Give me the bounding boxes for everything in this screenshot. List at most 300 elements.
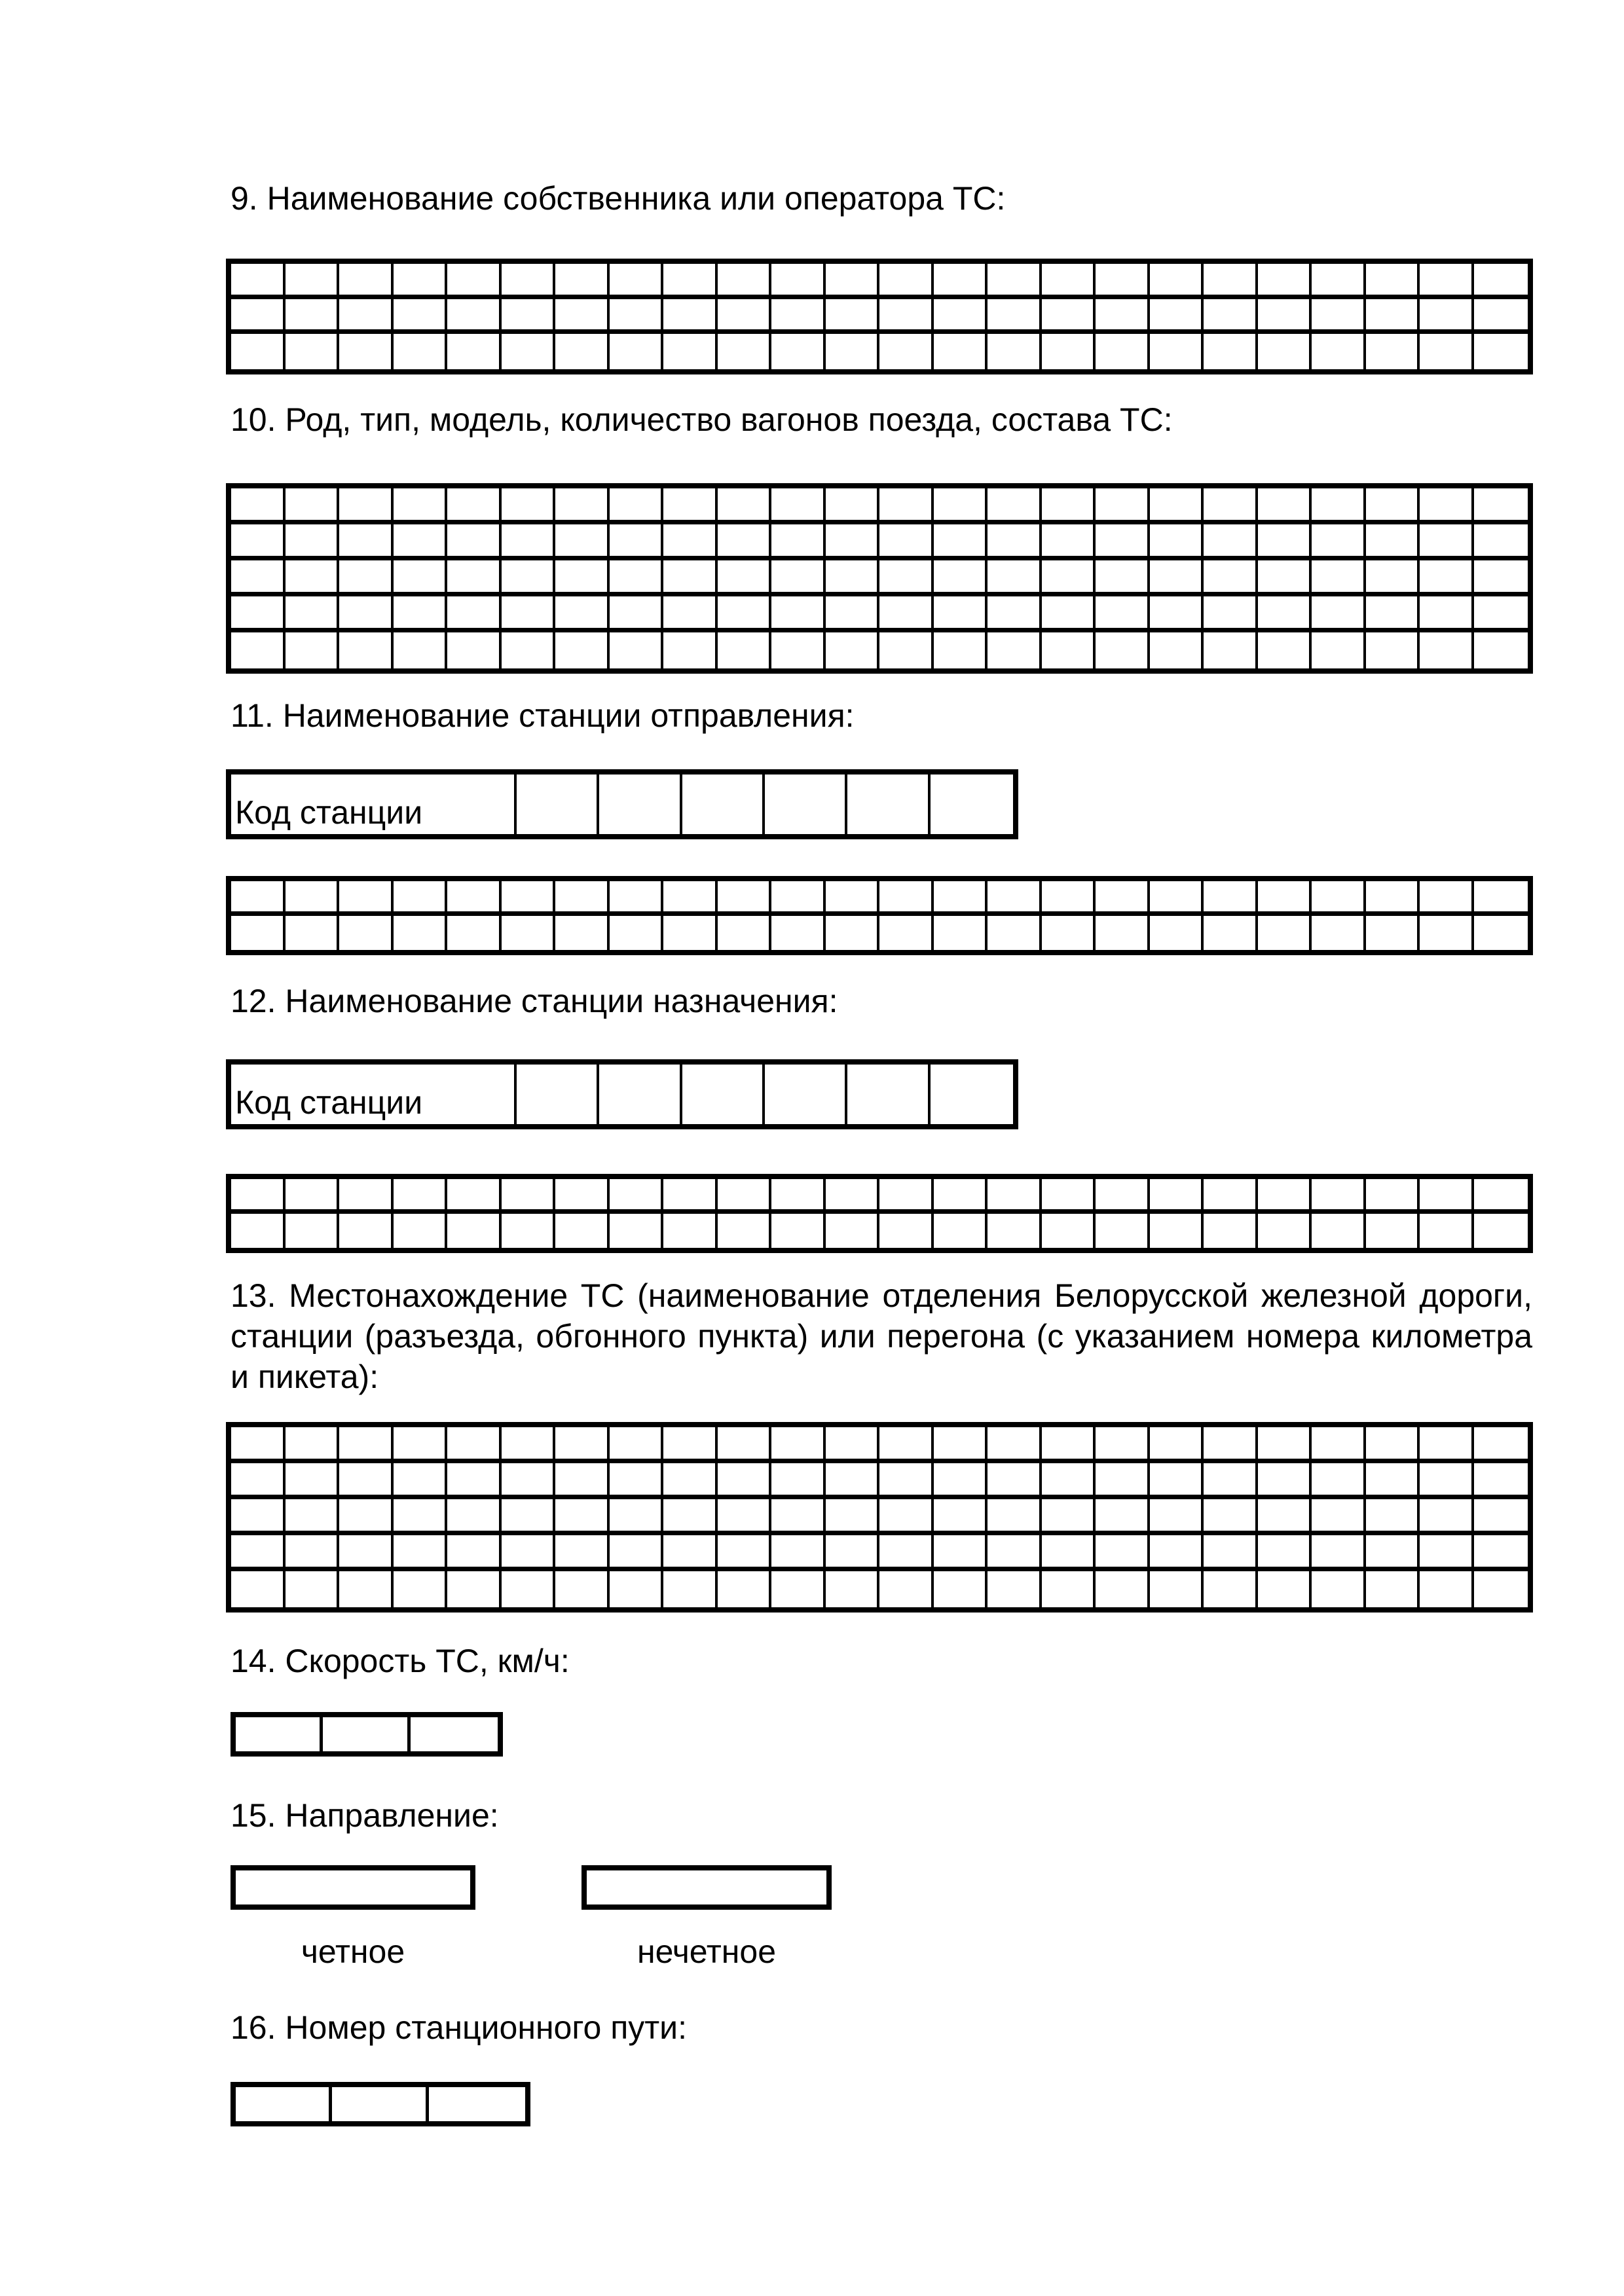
char-cell[interactable] [934,1571,988,1607]
char-cell[interactable] [987,1463,1042,1499]
char-cell[interactable] [339,881,394,916]
char-cell[interactable] [610,1463,664,1499]
char-cell[interactable] [934,1427,988,1463]
char-cell[interactable] [1258,560,1312,596]
char-cell[interactable] [987,596,1042,632]
char-cell[interactable] [826,916,880,951]
char-cell[interactable] [1096,1535,1150,1571]
char-cell[interactable] [1096,1499,1150,1535]
char-cell[interactable] [663,560,718,596]
char-cell[interactable] [1312,1499,1366,1535]
char-cell[interactable] [826,560,880,596]
char-cell[interactable] [1312,560,1366,596]
char-cell[interactable] [771,488,826,524]
char-cell[interactable] [555,1463,610,1499]
char-cell[interactable] [934,264,988,299]
char-cell[interactable] [286,299,340,335]
char-cell[interactable] [1096,264,1150,299]
char-cell[interactable] [826,264,880,299]
char-cell[interactable] [771,334,826,369]
char-cell[interactable] [339,1535,394,1571]
char-cell[interactable] [1420,1463,1474,1499]
char-cell[interactable] [555,916,610,951]
char-cell[interactable] [339,632,394,668]
char-cell[interactable] [1150,1535,1204,1571]
char-cell[interactable] [879,1499,934,1535]
char-cell[interactable] [663,1571,718,1607]
char-cell[interactable] [1312,916,1366,951]
char-cell[interactable] [1366,1463,1420,1499]
char-cell[interactable] [771,1179,826,1214]
char-cell[interactable] [879,632,934,668]
char-cell[interactable] [323,1717,410,1751]
char-cell[interactable] [1258,524,1312,560]
char-cell[interactable] [517,1065,599,1124]
char-cell[interactable] [826,881,880,916]
char-cell[interactable] [934,488,988,524]
char-cell[interactable] [1420,334,1474,369]
char-cell[interactable] [1258,1499,1312,1535]
char-cell[interactable] [879,524,934,560]
char-cell[interactable] [394,1427,448,1463]
char-cell[interactable] [1096,1427,1150,1463]
char-cell[interactable] [286,334,340,369]
char-cell[interactable] [1312,1571,1366,1607]
char-cell[interactable] [286,1535,340,1571]
char-cell[interactable] [447,1179,502,1214]
char-cell[interactable] [1042,881,1096,916]
char-cell[interactable] [1150,334,1204,369]
char-cell[interactable] [502,916,556,951]
char-cell[interactable] [1366,334,1420,369]
char-cell[interactable] [610,1179,664,1214]
char-cell[interactable] [879,488,934,524]
char-cell[interactable] [934,916,988,951]
char-cell[interactable] [1474,1571,1528,1607]
char-cell[interactable] [394,1571,448,1607]
char-cell[interactable] [394,632,448,668]
char-cell[interactable] [286,596,340,632]
char-cell[interactable] [1474,1535,1528,1571]
char-cell[interactable] [1474,560,1528,596]
char-cell[interactable] [502,881,556,916]
char-cell[interactable] [610,299,664,335]
char-cell[interactable] [1150,881,1204,916]
char-cell[interactable] [826,334,880,369]
char-cell[interactable] [1312,488,1366,524]
char-cell[interactable] [1312,1214,1366,1248]
char-cell[interactable] [502,1427,556,1463]
char-cell[interactable] [555,488,610,524]
char-cell[interactable] [1042,916,1096,951]
char-cell[interactable] [286,916,340,951]
char-cell[interactable] [771,916,826,951]
char-cell[interactable] [1474,264,1528,299]
char-cell[interactable] [1366,1535,1420,1571]
char-cell[interactable] [1420,1427,1474,1463]
char-cell[interactable] [502,560,556,596]
char-cell[interactable] [1366,299,1420,335]
char-cell[interactable] [610,1214,664,1248]
char-cell[interactable] [771,881,826,916]
char-cell[interactable] [231,1427,286,1463]
char-cell[interactable] [1474,1427,1528,1463]
char-cell[interactable] [1096,1571,1150,1607]
char-cell[interactable] [236,1717,323,1751]
char-cell[interactable] [1474,596,1528,632]
char-cell[interactable] [934,596,988,632]
char-cell[interactable] [394,881,448,916]
char-cell[interactable] [1042,524,1096,560]
direction-odd-box[interactable] [581,1865,832,1910]
char-cell[interactable] [447,488,502,524]
char-cell[interactable] [879,881,934,916]
char-cell[interactable] [987,881,1042,916]
char-cell[interactable] [682,774,765,834]
char-cell[interactable] [1096,488,1150,524]
char-cell[interactable] [826,1571,880,1607]
char-cell[interactable] [1204,596,1258,632]
char-cell[interactable] [555,881,610,916]
char-cell[interactable] [610,1427,664,1463]
char-cell[interactable] [394,299,448,335]
char-cell[interactable] [1204,632,1258,668]
char-cell[interactable] [879,299,934,335]
char-cell[interactable] [339,1214,394,1248]
char-cell[interactable] [610,632,664,668]
char-cell[interactable] [879,1427,934,1463]
char-cell[interactable] [663,1535,718,1571]
char-cell[interactable] [987,1214,1042,1248]
char-cell[interactable] [826,1499,880,1535]
char-cell[interactable] [987,560,1042,596]
char-cell[interactable] [765,774,847,834]
char-cell[interactable] [1150,1499,1204,1535]
char-cell[interactable] [718,1179,772,1214]
char-cell[interactable] [1204,1463,1258,1499]
char-cell[interactable] [663,1499,718,1535]
char-cell[interactable] [231,1179,286,1214]
char-cell[interactable] [1258,632,1312,668]
char-cell[interactable] [447,1214,502,1248]
char-cell[interactable] [555,524,610,560]
char-cell[interactable] [1474,1214,1528,1248]
char-cell[interactable] [879,1463,934,1499]
char-cell[interactable] [502,264,556,299]
char-cell[interactable] [663,916,718,951]
char-cell[interactable] [1312,1463,1366,1499]
char-cell[interactable] [610,264,664,299]
char-cell[interactable] [339,488,394,524]
char-cell[interactable] [987,916,1042,951]
char-cell[interactable] [718,1535,772,1571]
char-cell[interactable] [1042,1499,1096,1535]
char-cell[interactable] [718,1571,772,1607]
char-cell[interactable] [231,632,286,668]
char-cell[interactable] [847,1065,930,1124]
char-cell[interactable] [826,596,880,632]
direction-even-box[interactable] [231,1865,475,1910]
char-cell[interactable] [231,916,286,951]
char-cell[interactable] [1366,916,1420,951]
char-cell[interactable] [231,560,286,596]
char-cell[interactable] [429,2087,525,2121]
char-cell[interactable] [1150,632,1204,668]
char-cell[interactable] [826,524,880,560]
char-cell[interactable] [236,2087,332,2121]
char-cell[interactable] [1042,1214,1096,1248]
char-cell[interactable] [771,632,826,668]
char-cell[interactable] [1204,881,1258,916]
char-cell[interactable] [1258,881,1312,916]
char-cell[interactable] [771,524,826,560]
char-cell[interactable] [555,560,610,596]
char-cell[interactable] [663,632,718,668]
char-cell[interactable] [1312,596,1366,632]
char-cell[interactable] [663,596,718,632]
char-cell[interactable] [1366,596,1420,632]
char-cell[interactable] [1150,299,1204,335]
char-cell[interactable] [339,1571,394,1607]
char-cell[interactable] [934,1535,988,1571]
char-cell[interactable] [599,774,682,834]
char-cell[interactable] [826,1214,880,1248]
char-cell[interactable] [1258,264,1312,299]
char-cell[interactable] [934,1179,988,1214]
char-cell[interactable] [1150,1571,1204,1607]
char-cell[interactable] [934,1463,988,1499]
char-cell[interactable] [826,632,880,668]
char-cell[interactable] [663,488,718,524]
char-cell[interactable] [1096,1463,1150,1499]
char-cell[interactable] [718,881,772,916]
char-cell[interactable] [1150,1427,1204,1463]
char-cell[interactable] [1096,916,1150,951]
char-cell[interactable] [1150,264,1204,299]
char-cell[interactable] [599,1065,682,1124]
char-cell[interactable] [339,524,394,560]
char-cell[interactable] [394,1499,448,1535]
char-cell[interactable] [879,1535,934,1571]
char-cell[interactable] [826,1179,880,1214]
char-cell[interactable] [555,1427,610,1463]
char-cell[interactable] [718,560,772,596]
char-cell[interactable] [447,916,502,951]
char-cell[interactable] [1474,334,1528,369]
char-cell[interactable] [555,1499,610,1535]
char-cell[interactable] [1420,632,1474,668]
char-cell[interactable] [931,1065,1013,1124]
char-cell[interactable] [1420,1571,1474,1607]
char-cell[interactable] [447,881,502,916]
char-cell[interactable] [987,1571,1042,1607]
char-cell[interactable] [394,916,448,951]
char-cell[interactable] [1150,560,1204,596]
char-cell[interactable] [771,264,826,299]
char-cell[interactable] [610,916,664,951]
char-cell[interactable] [1096,881,1150,916]
char-cell[interactable] [1366,488,1420,524]
char-cell[interactable] [1204,916,1258,951]
char-cell[interactable] [1096,334,1150,369]
char-cell[interactable] [1204,1535,1258,1571]
char-cell[interactable] [555,596,610,632]
char-cell[interactable] [1366,1214,1420,1248]
char-cell[interactable] [447,632,502,668]
char-cell[interactable] [1312,334,1366,369]
char-cell[interactable] [1258,1571,1312,1607]
char-cell[interactable] [771,1427,826,1463]
char-cell[interactable] [987,264,1042,299]
char-cell[interactable] [879,560,934,596]
char-cell[interactable] [517,774,599,834]
char-cell[interactable] [339,560,394,596]
char-cell[interactable] [555,334,610,369]
char-cell[interactable] [1420,299,1474,335]
char-cell[interactable] [987,334,1042,369]
char-cell[interactable] [394,524,448,560]
char-cell[interactable] [718,488,772,524]
char-cell[interactable] [987,299,1042,335]
char-cell[interactable] [231,1499,286,1535]
char-cell[interactable] [1204,1179,1258,1214]
char-cell[interactable] [1474,524,1528,560]
char-cell[interactable] [1150,1463,1204,1499]
char-cell[interactable] [718,1427,772,1463]
char-cell[interactable] [1204,1571,1258,1607]
char-cell[interactable] [663,1463,718,1499]
char-cell[interactable] [718,264,772,299]
char-cell[interactable] [1150,524,1204,560]
char-cell[interactable] [1150,488,1204,524]
char-cell[interactable] [231,596,286,632]
char-cell[interactable] [447,1571,502,1607]
char-cell[interactable] [502,524,556,560]
char-cell[interactable] [1150,596,1204,632]
char-cell[interactable] [1474,916,1528,951]
char-cell[interactable] [934,1214,988,1248]
char-cell[interactable] [934,1499,988,1535]
char-cell[interactable] [231,488,286,524]
char-cell[interactable] [879,596,934,632]
char-cell[interactable] [1042,1571,1096,1607]
char-cell[interactable] [1420,1214,1474,1248]
char-cell[interactable] [1204,524,1258,560]
char-cell[interactable] [610,1571,664,1607]
char-cell[interactable] [1258,488,1312,524]
char-cell[interactable] [1258,299,1312,335]
char-cell[interactable] [718,524,772,560]
char-cell[interactable] [663,1179,718,1214]
char-cell[interactable] [1474,881,1528,916]
char-cell[interactable] [1420,881,1474,916]
char-cell[interactable] [332,2087,428,2121]
char-cell[interactable] [1042,488,1096,524]
char-cell[interactable] [555,299,610,335]
char-cell[interactable] [447,1463,502,1499]
char-cell[interactable] [502,632,556,668]
char-cell[interactable] [771,1571,826,1607]
char-cell[interactable] [718,596,772,632]
char-cell[interactable] [1420,524,1474,560]
char-cell[interactable] [394,1535,448,1571]
char-cell[interactable] [1420,1535,1474,1571]
char-cell[interactable] [447,524,502,560]
char-cell[interactable] [663,881,718,916]
char-cell[interactable] [555,632,610,668]
char-cell[interactable] [610,524,664,560]
char-cell[interactable] [339,596,394,632]
char-cell[interactable] [718,299,772,335]
char-cell[interactable] [447,1535,502,1571]
char-cell[interactable] [502,596,556,632]
char-cell[interactable] [555,1535,610,1571]
char-cell[interactable] [1042,632,1096,668]
char-cell[interactable] [502,1499,556,1535]
char-cell[interactable] [1042,334,1096,369]
char-cell[interactable] [1150,1214,1204,1248]
char-cell[interactable] [987,1535,1042,1571]
char-cell[interactable] [610,1499,664,1535]
char-cell[interactable] [934,524,988,560]
char-cell[interactable] [682,1065,765,1124]
char-cell[interactable] [502,1535,556,1571]
char-cell[interactable] [987,1179,1042,1214]
char-cell[interactable] [987,632,1042,668]
char-cell[interactable] [663,1427,718,1463]
char-cell[interactable] [1420,596,1474,632]
char-cell[interactable] [502,1463,556,1499]
char-cell[interactable] [1258,1214,1312,1248]
char-cell[interactable] [663,299,718,335]
char-cell[interactable] [502,1571,556,1607]
char-cell[interactable] [286,881,340,916]
char-cell[interactable] [987,1427,1042,1463]
char-cell[interactable] [1474,1499,1528,1535]
char-cell[interactable] [339,1179,394,1214]
char-cell[interactable] [1366,632,1420,668]
char-cell[interactable] [1474,299,1528,335]
char-cell[interactable] [771,596,826,632]
char-cell[interactable] [447,299,502,335]
char-cell[interactable] [826,299,880,335]
char-cell[interactable] [1042,1427,1096,1463]
char-cell[interactable] [1096,596,1150,632]
char-cell[interactable] [447,1499,502,1535]
char-cell[interactable] [1042,299,1096,335]
char-cell[interactable] [1366,560,1420,596]
char-cell[interactable] [1312,1427,1366,1463]
char-cell[interactable] [1258,1179,1312,1214]
char-cell[interactable] [1204,488,1258,524]
char-cell[interactable] [663,334,718,369]
char-cell[interactable] [1312,524,1366,560]
char-cell[interactable] [879,1179,934,1214]
char-cell[interactable] [394,334,448,369]
char-cell[interactable] [987,488,1042,524]
char-cell[interactable] [1096,1179,1150,1214]
char-cell[interactable] [502,488,556,524]
char-cell[interactable] [826,1535,880,1571]
char-cell[interactable] [339,916,394,951]
char-cell[interactable] [718,1499,772,1535]
char-cell[interactable] [286,264,340,299]
char-cell[interactable] [1420,264,1474,299]
char-cell[interactable] [987,1499,1042,1535]
char-cell[interactable] [718,632,772,668]
char-cell[interactable] [718,916,772,951]
char-cell[interactable] [663,1214,718,1248]
